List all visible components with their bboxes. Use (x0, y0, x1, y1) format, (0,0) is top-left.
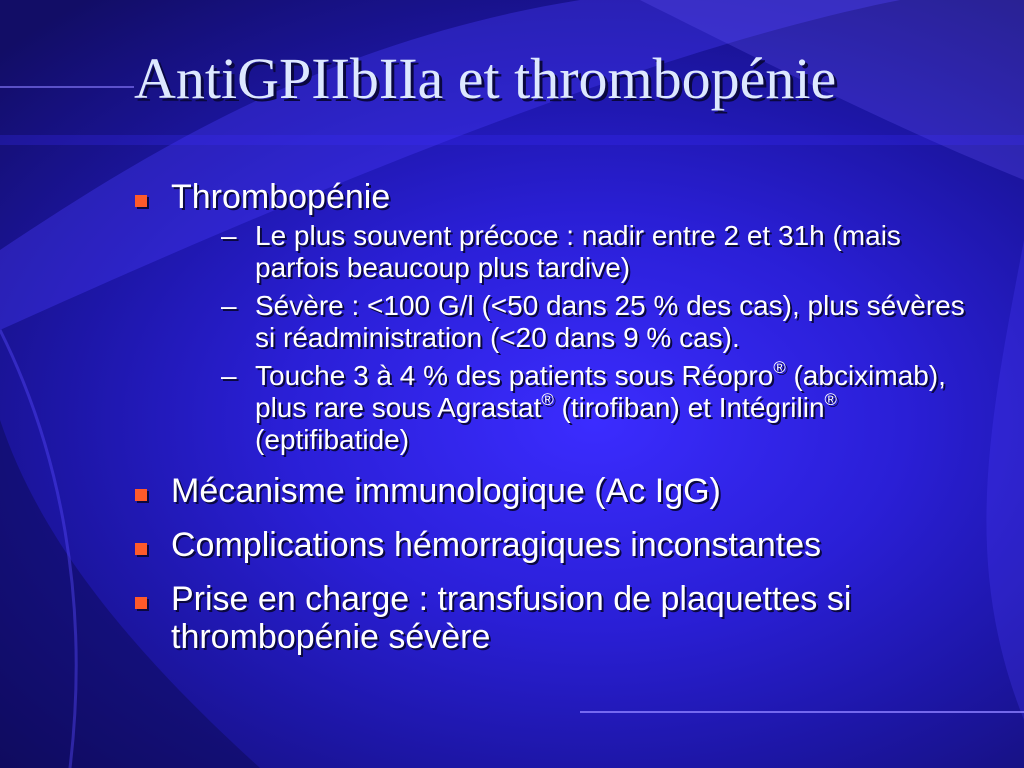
text-fragment: (abciximab), plus rare sous Agrastat (255, 360, 946, 423)
square-bullet-icon (135, 195, 147, 207)
bullet-item (133, 580, 983, 656)
dash-bullet-icon: – (221, 360, 237, 391)
bullet-item (133, 526, 983, 564)
slide-title: AntiGPIIbIIa et thrombopénie (134, 46, 837, 111)
square-bullet-icon (135, 489, 147, 501)
sub-bullet-text: Le plus souvent précoce : nadir entre 2 et 31h (mais parfois beaucoup plus tardive) (255, 220, 901, 283)
slide-content (133, 178, 983, 656)
sub-bullet-item (171, 360, 983, 456)
bullet-item (133, 178, 983, 456)
sub-bullet-item (171, 290, 983, 354)
dash-bullet-icon: – (221, 290, 237, 321)
light-swoosh-right (986, 240, 1024, 720)
sub-bullet-item (171, 220, 983, 284)
sub-bullet-list (171, 220, 983, 456)
text-fragment: (eptifibatide) (255, 424, 410, 455)
sub-bullet-text (255, 360, 946, 455)
bullet-item (133, 472, 983, 510)
text-fragment: Touche 3 à 4 % des patients sous Réopro (255, 360, 774, 391)
dash-bullet-icon: – (221, 220, 237, 251)
text-fragment: (tirofiban) et Intégrilin (553, 392, 825, 423)
bullet-text: Prise en charge : transfusion de plaquettes si thrombopénie sévère (171, 580, 852, 656)
registered-mark: ® (541, 390, 554, 409)
title-band (0, 135, 1024, 145)
sub-bullet-text: Sévère : <100 G/l (<50 dans 25 % des cas), plus sévères si réadministration (<20 dans 9 % cas). (255, 290, 965, 353)
bullet-text: Mécanisme immunologique (Ac IgG) (171, 472, 721, 510)
square-bullet-icon (135, 543, 147, 555)
bullet-text: Thrombopénie (171, 178, 391, 216)
registered-mark: ® (824, 390, 837, 409)
registered-mark: ® (773, 358, 786, 377)
bullet-text: Complications hémorragiques inconstantes (171, 526, 822, 564)
square-bullet-icon (135, 597, 147, 609)
